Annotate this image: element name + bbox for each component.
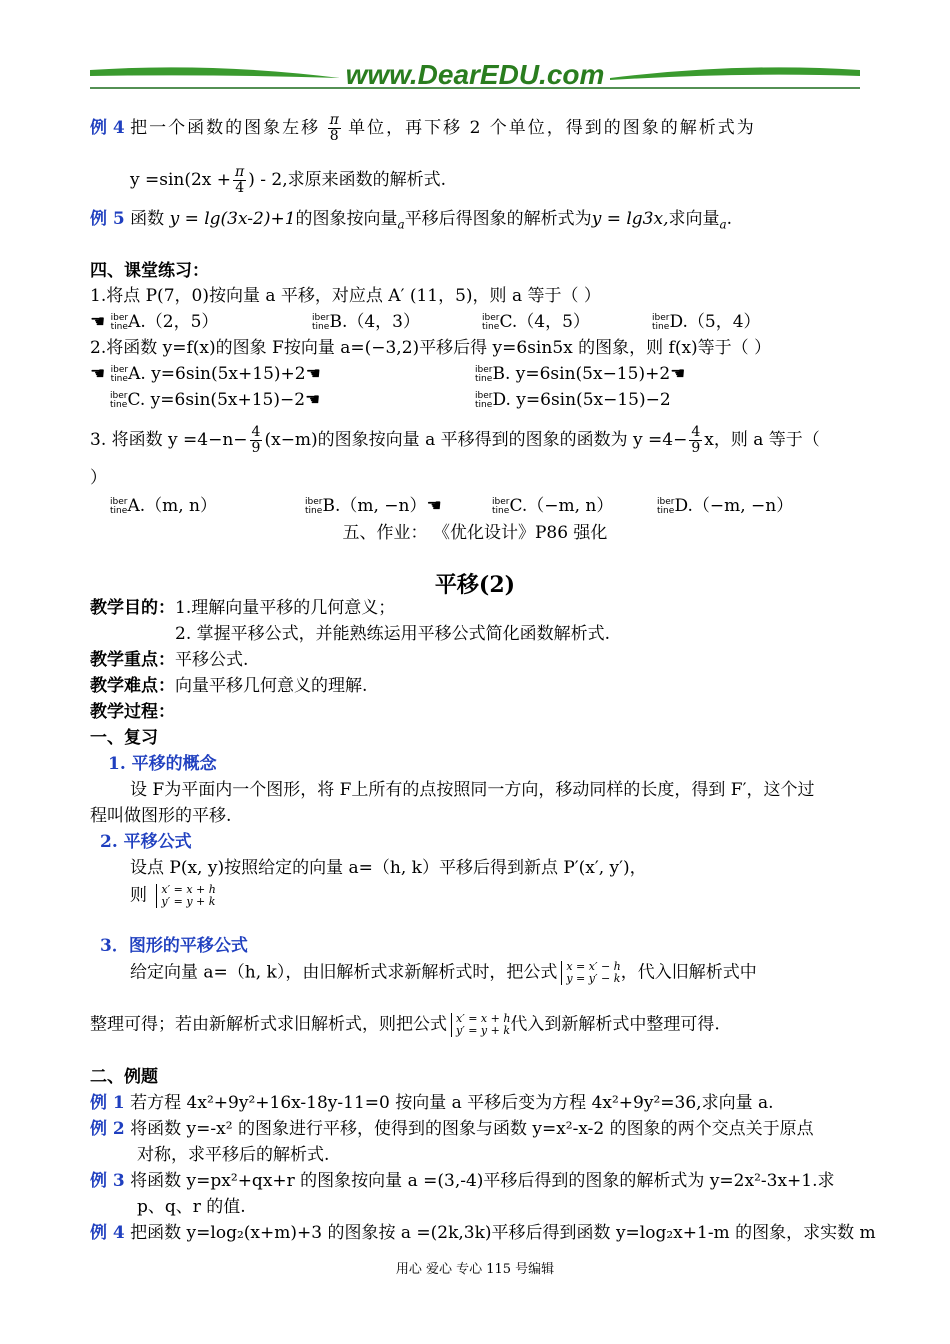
section-examples: 二、例题	[90, 1067, 158, 1087]
example-2-cont: 对称，求平移后的解析式.	[137, 1145, 330, 1165]
vector-a: a	[719, 217, 727, 232]
glyph-icon: iber tine	[312, 312, 330, 332]
glyph-icon: iber tine	[305, 496, 323, 516]
example-4: 例 4 把函数 y=log₂(x+m)+3 的图象按 a =(2k,3k)平移后得到函数 y=log₂x+1-m 的图象，求实数 m	[90, 1223, 876, 1243]
fraction: $\frac{\pi}{4}$	[235, 164, 245, 196]
pointing-hand-icon: ☚	[305, 364, 321, 384]
fraction: $\frac{\pi}{8}$	[329, 112, 339, 144]
concept-1-title: 1. 平移的概念	[108, 754, 217, 774]
teaching-goals: 教学目的：1.理解向量平移的几何意义；	[90, 598, 396, 618]
example-label: 例 4	[90, 118, 125, 138]
glyph-icon: iber tine	[475, 364, 493, 384]
glyph-icon: iber tine	[110, 496, 128, 516]
example-text: 的图象按向量	[295, 209, 398, 229]
option-c: C. y=6sin(5x+15)−2	[127, 390, 306, 410]
concept-3-p2: 整理可得；若由新解析式求旧解析式，则把公式 x′ = x + h y′ = y + k代入到新解析式中整理可得.	[90, 1012, 720, 1037]
question-1: 1.将点 P(7，0)按向量 a 平移，对应点 A′ (11，5)，则 a 等于（ ）	[90, 286, 601, 306]
teaching-process: 教学过程：	[90, 702, 175, 722]
concept-3-p1: 给定向量 a=（h, k），由旧解析式求新解析式时，把公式 x = x′ − h y = y′ − k，代入旧解析式中	[130, 960, 757, 985]
glyph-icon: iber tine	[657, 496, 675, 516]
glyph-icon: iber tine	[475, 390, 493, 410]
option-d: D.（−m, −n）	[674, 496, 794, 516]
question-3: 3. 将函数 y =4−n− $\frac{4}{9}$ (x−m)的图象按向量 a 平移得到的图象的函数为 y =4− $\frac{4}{9}$ x，则 a 等于（	[90, 424, 820, 456]
fraction: $\frac{4}{9}$	[691, 424, 701, 456]
formula-system: x = x′ − h y = y′ − k	[561, 961, 620, 985]
option-b: B.（4，3）	[329, 312, 420, 332]
glyph-icon: iber tine	[110, 390, 128, 410]
lesson-title: 平移(2)	[434, 572, 516, 598]
option-a: A.（m, n）	[127, 496, 218, 516]
example-text: 平移后得图象的解析式为	[404, 209, 592, 229]
pointing-hand-icon: ☚	[90, 364, 106, 384]
question-2: 2.将函数 y=f(x)的图象 F按向量 a=(−3,2)平移后得 y=6sin5x 的图象，则 f(x)等于（ ）	[90, 338, 772, 358]
formula: y =sin(2x +	[130, 170, 232, 190]
example-4-formula	[130, 165, 446, 196]
example-text: 求向量	[668, 209, 720, 229]
question-3-close: ）	[90, 468, 107, 488]
concept-1-p1: 设 F为平面内一个图形，将 F上所有的点按照同一方向，移动同样的长度，得到 F′，这个过	[130, 780, 815, 800]
glyph-icon: iber tine	[492, 496, 510, 516]
glyph-icon: iber tine	[110, 364, 129, 384]
option-a: A.（2，5）	[128, 312, 219, 332]
example-4-line1	[90, 113, 860, 144]
pointing-hand-icon: ☚	[426, 496, 442, 516]
teaching-key: 教学重点：平移公式.	[90, 650, 249, 670]
teaching-difficulty: 教学难点：向量平移几何意义的理解.	[90, 676, 368, 696]
example-5-line: 例 5 函数 y = lg(3x-2)+1的图象按向量$_a$平移后得图象的解析式为y = lg3x,求向量$_a$.	[90, 209, 733, 232]
question-3-options	[110, 495, 794, 517]
glyph-icon: iber tine	[110, 312, 129, 332]
formula: y = lg3x,	[591, 209, 669, 229]
banner-swoosh-right	[610, 67, 860, 80]
example-text: 求原来函数的解析式.	[287, 170, 447, 190]
pointing-hand-icon: ☚	[90, 312, 106, 332]
banner-swoosh-left	[90, 67, 340, 78]
example-2: 例 2 将函数 y=-x² 的图象进行平移，使得到的图象与函数 y=x²-x-2 的图象的两个交点关于原点	[90, 1119, 814, 1139]
section-review: 一、复习	[90, 728, 158, 748]
example-text: 函数	[130, 209, 165, 229]
concept-2-p2: 则 x′ = x + h y′ = y + k	[130, 883, 216, 908]
option-a: A. y=6sin(5x+15)+2	[128, 364, 306, 384]
option-c: C.（−m, n）	[509, 496, 614, 516]
formula: ) - 2,	[248, 170, 288, 190]
question-2-options-row1	[90, 363, 686, 385]
option-b: B. y=6sin(5x−15)+2	[492, 364, 671, 384]
glyph-icon: iber tine	[652, 312, 670, 332]
page-footer: 用心 爱心 专心 115 号编辑	[395, 1262, 555, 1277]
concept-2-p1: 设点 P(x, y)按照给定的向量 a=（h, k）平移后得到新点 P′(x′, y′)，	[130, 858, 647, 878]
question-1-options	[90, 311, 761, 333]
glyph-icon: iber tine	[482, 312, 500, 332]
example-text: 把一个函数的图象左移	[130, 118, 321, 138]
option-d: D. y=6sin(5x−15)−2	[492, 390, 671, 410]
pointing-hand-icon: ☚	[670, 364, 686, 384]
option-c: C.（4，5）	[499, 312, 590, 332]
option-b: B.（m, −n）	[322, 496, 427, 516]
concept-2-title: 2. 平移公式	[100, 832, 192, 852]
homework: 五、作业： 《优化设计》P86 强化	[342, 523, 608, 543]
site-banner	[90, 60, 860, 102]
pointing-hand-icon: ☚	[305, 390, 321, 410]
formula-system: x′ = x + h y′ = y + k	[156, 884, 215, 908]
example-text: 单位，再下移 2 个单位，得到的图象的解析式为	[348, 118, 756, 138]
site-url: www.DearEDU.com	[345, 60, 605, 90]
concept-3-title: 3．图形的平移公式	[100, 936, 248, 956]
vector-a: a	[397, 217, 405, 232]
concept-1-p2: 程叫做图形的平移.	[90, 806, 232, 826]
option-d: D.（5，4）	[669, 312, 761, 332]
example-3: 例 3 将函数 y=px²+qx+r 的图象按向量 a =(3,-4)平移后得到的图象的解析式为 y=2x²-3x+1.求	[90, 1171, 835, 1191]
section-title: 四、课堂练习：	[90, 261, 209, 281]
teaching-goal-2: 2. 掌握平移公式，并能熟练运用平移公式简化函数解析式.	[175, 624, 611, 644]
formula-system: x′ = x + h y′ = y + k	[451, 1013, 510, 1037]
example-label: 例 5	[90, 209, 125, 229]
formula: y = lg(3x-2)+1	[169, 209, 296, 229]
fraction: $\frac{4}{9}$	[251, 424, 261, 456]
example-1: 例 1 若方程 4x²+9y²+16x-18y-11=0 按向量 a 平移后变为方程 4x²+9y²=36,求向量 a.	[90, 1093, 774, 1113]
example-3-cont: p、q、r 的值.	[137, 1197, 246, 1217]
question-2-options-row2	[110, 389, 671, 411]
